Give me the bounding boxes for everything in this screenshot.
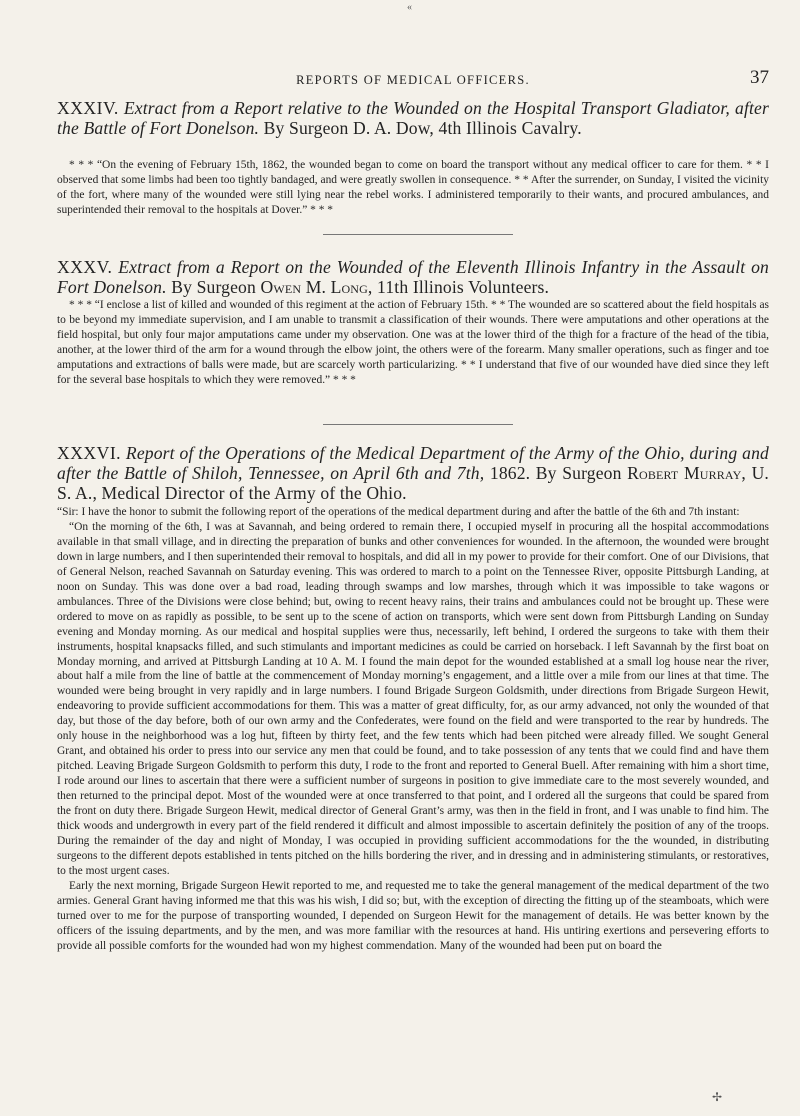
section-title: Extract from a Report relative to the Wounded on the Hospital Transport Gladiator, after the Battle of Fort Donelson.: [57, 98, 769, 138]
paragraph-continuation: Early the next morning, Brigade Surgeon Hewit reported to me, and requested me to take the general management of the medical department of the two armies. General Grant having informed me that this was his wish, I did so; but, with the exception of directing the fitting up of the steamboats, which were turned over to me for the purpose of transporting wounded, I depended on Surgeon Hewit for the management of details. He was better known by the officers of the issuing departments, and by the men, and was more familiar with the resources at hand. His untiring exertions and persevering efforts to provide all possible comforts for the wounded had won my highest commendation. Many of the wounded had been put on board the: [57, 879, 769, 952]
running-head: [57, 67, 769, 89]
section-number: XXXV.: [57, 257, 113, 277]
section-xxxiv-heading: [57, 98, 769, 138]
section-xxxvi-body: [57, 505, 769, 954]
section-title: Extract from a Report on the Wounded of the Eleventh Illinois Infantry in the Assault on Fort Donelson.: [57, 257, 769, 297]
paragraph: * * * “On the evening of February 15th, 1862, the wounded began to come on board the transport without any medical officer to care for them. * * I observed that some limbs had been too tightly bandaged, and were greatly swollen in consequence. * * After the surrender, on Sunday, I visited the vicinity of the fort, where many of the wounded were still lying near the rebel works. I administered temporarily to their wants, and procured ambulances, and superintended their removal to the hospitals at Dover.” * * *: [57, 159, 769, 216]
printer-mark: «: [407, 2, 412, 13]
printer-mark: ✢: [712, 1090, 723, 1104]
section-byline: By Surgeon D. A. Dow, 4th Illinois Cavalry.: [263, 118, 582, 138]
section-divider: [323, 234, 513, 235]
byline-suffix: 11th Illinois Volunteers.: [377, 277, 550, 297]
running-title: REPORTS OF MEDICAL OFFICERS.: [296, 73, 530, 87]
section-xxxiv-body: [57, 158, 769, 218]
surgeon-name: Owen M. Long,: [260, 277, 373, 297]
section-xxxvi-heading: [57, 443, 769, 503]
page-number: 37: [750, 67, 769, 88]
section-divider: [323, 424, 513, 425]
section-xxxv-heading: [57, 257, 769, 297]
byline-prefix: By Surgeon: [171, 277, 256, 297]
paragraph: * * * “I enclose a list of killed and wounded of this regiment at the action of February 15th. * * The wounded are so scattered about the field hospitals as to be beyond my immediate supervision, and I am unable to transmit a classification of their wounds. There were amputations and other operations at the field hospital, but only four major amputations came under my observation. One was at the lower third of the thigh for a fracture of the head of the tibia, another, at the lower third of the arm for a wound through the elbow joint, the others were of the forearm. Many smaller operations, such as finger and toe amputations and extractions of balls were made, but are scarcely worth particularizing. * * I understand that five of our wounded have died since they left for the several base hospitals to which they were removed.” * * *: [57, 299, 769, 386]
byline-prefix: By Surgeon: [535, 463, 622, 483]
report-year: 1862.: [489, 463, 531, 483]
paragraph-main: “On the morning of the 6th, I was at Savannah, and being ordered to remain there, I occupied myself in procuring all the hospital accommodations available in that small village, and in directing the preparation of bunks and other conveniences for wounded. In the afternoon, the wounded were brought down in large numbers, and I then superintended their removal to hospitals, and did all in my power to provide for their comfort. One of our Divisions, that of General Nelson, reached Savannah on Saturday evening. This was ordered to march to a point on the Tennessee River, opposite Pittsburgh Landing, at noon on Sunday. This was done over a bad road, leading through swamps and low marshes, through which it was impossible to take wagons or ambulances. Three of the Divisions were close behind; but, owing to recent heavy rains, their trains and ambulances could not be brought up. These were ordered to move on as rapidly as possible, to be sent up to the scene of action on transports, which were sent down from Pittsburgh Landing on Sunday evening and Monday morning. As our medical and hospital supplies were thus, necessarily, left behind, I ordered the surgeons to take with them their instruments, hospital knapsacks filled, and such stimulants and important medicines as could be carried on horseback. I left Savannah by the first boat on Monday morning, and arrived at Pittsburgh Landing at 10 A. M. I found the main depot for the wounded established at a small log house near the river, about half a mile from the line of battle at the commencement of Monday morning’s engagement, and a little over a mile from our lines at that time. The wounded were being brought in very rapidly and in large numbers. I found Brigade Surgeon Goldsmith, under directions from Brigade Surgeon Hewit, endeavoring to provide sufficient accommodations for them. This was a matter of great difficulty, for, as our army advanced, not only the wounded of that day, but those of the day before, both of our own army and the Confederates, were found on the field and were transported to the rear by hundreds. The only house in the neighborhood was a log hut, fifteen by thirty feet, and the few tents which had been pitched were already filled. We sought General Grant, and obtained his order to press into our service any men that could be found, and to take possession of any tents that we could find and have them pitched. Leaving Brigade Surgeon Goldsmith to perform this duty, I rode to the front and reported to General Buell. After remaining with him a short time, I rode around our lines to ascertain that there were a sufficient number of surgeons in position to give immediate care to the most severely wounded, and then returned to the principal depot. Most of the wounded were at once transferred to that point, and I ordered all the surgeons that could be spared from the front on duty there. Brigade Surgeon Hewit, medical director of General Grant’s army, was then in the field in front, and I was unable to find him. The thick woods and undergrowth in every part of the field rendered it difficult and almost impossible to ascertain definitely the position of any of the troops. During the remainder of the day and night of Monday, I was occupied in providing sufficient accommodations for the the wounded, in distributing surgeons to the different depots established in tents pitched on the hills bordering the river, and in dressing and in administering stimulants, or restoratives, to the most urgent cases.: [57, 520, 769, 877]
section-xxxv-body: [57, 298, 769, 388]
surgeon-name: Robert Murray,: [627, 463, 746, 483]
section-title: Report of the Operations of the Medical Department of the Army of the Ohio, during and after the Battle of Shiloh, Tennessee, on April 6th and 7th,: [57, 443, 769, 483]
paragraph-salutation: “Sir: I have the honor to submit the following report of the operations of the medical department during and after the battle of the 6th and 7th instant:: [57, 506, 740, 518]
byline-suffix: U. S. A., Medical Director of the Army of the Ohio.: [57, 463, 769, 503]
section-number: XXXIV.: [57, 98, 119, 118]
section-number: XXXVI.: [57, 443, 122, 463]
